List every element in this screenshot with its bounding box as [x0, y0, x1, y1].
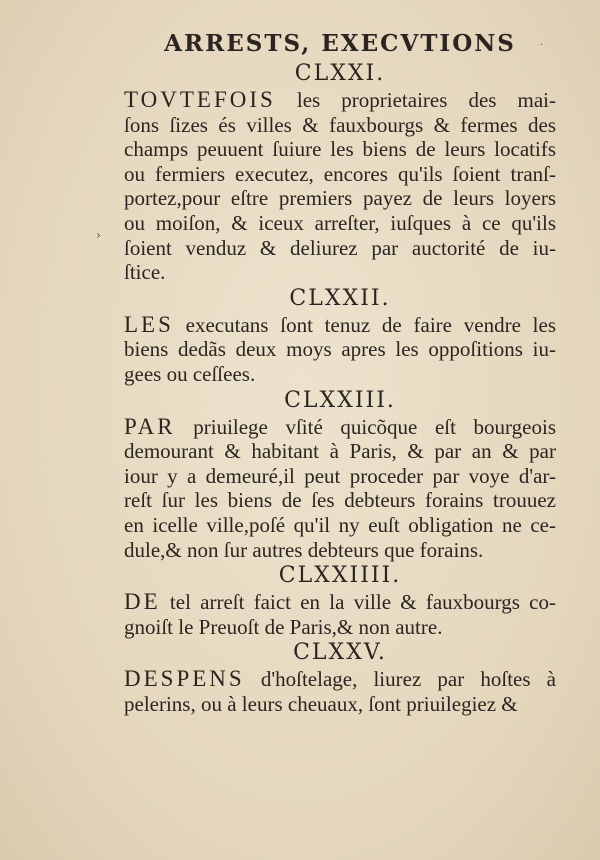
- text-line: [124, 88, 556, 113]
- line-text: ſoient venduz & deliurez par auctorité de iu-: [124, 235, 556, 260]
- text-line: [124, 313, 556, 338]
- text-line: [124, 667, 556, 692]
- text-line: [124, 488, 556, 513]
- article-text: [124, 415, 556, 563]
- article-list: [124, 60, 556, 716]
- text-line: [124, 439, 556, 464]
- text-line: [124, 538, 556, 563]
- article-number: CLXXIII.: [284, 387, 396, 413]
- margin-mark: ›: [96, 228, 101, 242]
- line-text: gees ou ceſſees.: [124, 361, 256, 386]
- line-text: executans ſont tenuz de faire vendre les: [173, 312, 556, 337]
- text-line: [124, 186, 556, 211]
- text-line: [124, 513, 556, 538]
- line-text: reſt ſur les biens de ſes debteurs forains trouuez: [124, 488, 556, 513]
- article-text: [124, 667, 556, 716]
- text-line: [124, 260, 556, 285]
- running-head: ARRESTS, EXECVTIONS: [164, 30, 516, 57]
- article-number: CLXXII.: [289, 285, 391, 311]
- line-text: iour y a demeuré,il peut proceder par voye d'ar-: [124, 463, 556, 488]
- text-line: [124, 162, 556, 187]
- article-initial: DE: [124, 589, 161, 615]
- text-line: [124, 590, 556, 615]
- line-text: dule,& non ſur autres debteurs que forains.: [124, 537, 484, 562]
- line-text: demourant & habitant à Paris, & par an & par: [124, 439, 556, 464]
- article-number: CLXXI.: [294, 61, 386, 86]
- text-line: [124, 137, 556, 162]
- line-text: pelerins, ou à leurs cheuaux, ſont priuilegiez &: [124, 691, 518, 716]
- article-initial: DESPENS: [124, 666, 245, 692]
- line-text: portez,pour eſtre premiers payez de leurs loyers: [124, 186, 556, 211]
- line-text: ou moiſon, & iceux arreſter, iuſques à ce qu'ils: [124, 210, 556, 235]
- line-text: en icelle ville,poſé qu'il ny euſt obligation ne ce-: [124, 512, 556, 537]
- line-text: gnoiſt le Preuoſt de Paris,& non autre.: [124, 614, 443, 639]
- line-text: ſtice.: [124, 260, 166, 285]
- article-initial: PAR: [124, 413, 176, 439]
- text-line: [124, 692, 556, 717]
- page-content: [124, 28, 556, 716]
- article-initial: TOVTEFOIS: [124, 87, 276, 112]
- line-text: biens dedãs deux moys apres les oppoſitions iu-: [124, 337, 556, 362]
- line-text: tel arreſt faict en la ville & fauxbourgs co-: [160, 590, 556, 615]
- line-text: ſons ſizes és villes & fauxbourgs & fermes des: [124, 112, 556, 137]
- text-line: [124, 113, 556, 138]
- article-initial: LES: [124, 311, 174, 337]
- ink-speck: ·: [540, 40, 544, 51]
- line-text: champs peuuent ſuiure les biens de leurs locatifs: [124, 137, 556, 162]
- text-line: [124, 415, 556, 440]
- text-line: [124, 211, 556, 236]
- text-line: [124, 337, 556, 362]
- article-text: [124, 88, 556, 285]
- line-text: les proprietaires des mai-: [275, 88, 556, 112]
- line-text: d'hoſtelage, liurez par hoſtes à: [244, 667, 556, 692]
- line-text: ou fermiers executez, encores qu'ils ſoient tranſ-: [124, 161, 556, 186]
- article-number: CLXXV.: [293, 640, 387, 666]
- article-text: [124, 590, 556, 639]
- text-line: [124, 464, 556, 489]
- article-text: [124, 313, 556, 387]
- text-line: [124, 362, 556, 387]
- line-text: priuilege vſité quicõque eſt bourgeois: [175, 414, 556, 439]
- text-line: [124, 236, 556, 261]
- text-line: [124, 615, 556, 640]
- article-number: CLXXIIII.: [278, 563, 402, 589]
